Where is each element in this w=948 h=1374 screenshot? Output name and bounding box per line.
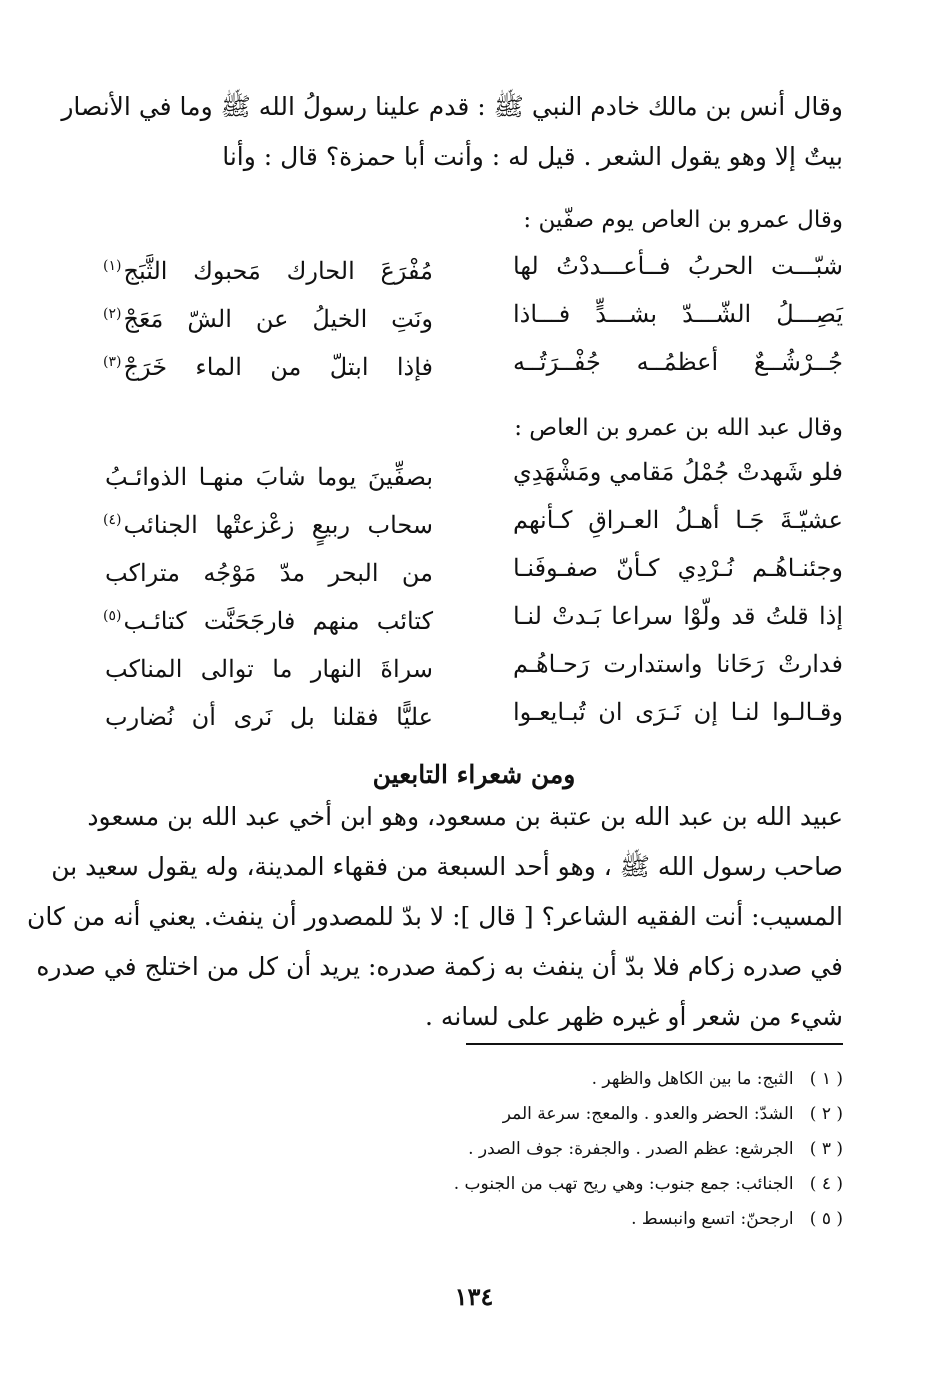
poem2-verse-6-first: وقـالـوا لنـا إن نَـرَى ان تُبـايعـوا — [513, 698, 843, 726]
footnote-item — [103, 1167, 843, 1202]
poem2-verses — [103, 448, 843, 736]
poem1-verse-2-first: يَصِـــلُ الشّـــدّ بشـــدٍّ فـــاذا — [513, 300, 843, 328]
poem2-verse-4-first: إذا قلتُ قد ولّوْا سراعا بَـدتْ لنـا — [513, 602, 843, 630]
footnote-item — [103, 1062, 843, 1097]
footnote-text: الجنائب: جمع جنوب: وهي ريح تهب من الجنوب . — [453, 1174, 794, 1194]
poem2-verse-5-second-text: سراةَ النهار ما توالى المناكب — [105, 655, 433, 683]
poem2-intro: وقال عبد الله بن عمرو بن العاص : — [514, 415, 843, 441]
footnote-item — [103, 1132, 843, 1167]
poem1-verse — [103, 290, 843, 338]
body-line-3: المسيب: أنت الفقيه الشاعر؟ [ قال ]: لا بدّ للمصدور أن ينفث. يعني أنه من كان — [26, 902, 843, 931]
opening-paragraph — [61, 82, 843, 182]
footnote-divider — [466, 1043, 843, 1045]
poem1-verse-3-second-text: فإذا ابتلّ من الماء خَرَجْ — [123, 353, 433, 381]
poem2-verse-3-first: وجئنـاهُـم نُـرْدِي كـأنّ صفـوفَنـا — [513, 554, 843, 582]
body-line-1: عبيد الله بن عبد الله بن عتبة بن مسعود، وهو ابن أخي عبد الله بن مسعود — [87, 802, 843, 831]
footnote-text: الجرشع: عظم الصدر . والجفرة: جوف الصدر . — [468, 1139, 794, 1159]
poem2-verse-2-second — [103, 496, 433, 544]
footnote-item — [103, 1097, 843, 1132]
poem1-verses — [103, 242, 843, 386]
poem2-verse — [103, 496, 843, 544]
poem2-verse — [103, 448, 843, 496]
poem1-verse — [103, 242, 843, 290]
poem2-verse — [103, 640, 843, 688]
footnote-number: ( ٤ ) — [809, 1174, 843, 1194]
footnote-text: الثبج: ما بين الكاهل والظهر . — [591, 1069, 794, 1089]
footnote-marker: (٢) — [103, 306, 122, 322]
poem1-intro: وقال عمرو بن العاص يوم صفّين : — [523, 207, 843, 233]
footnote-number: ( ٥ ) — [809, 1209, 843, 1229]
footnote-number: ( ٢ ) — [809, 1104, 843, 1124]
footnote-marker: (٥) — [103, 608, 122, 624]
poem1-verse — [103, 338, 843, 386]
poem2-verse — [103, 688, 843, 736]
poem1-verse-1-first: شبّـــت الحربُ فــأعـــددْتُ لها — [513, 252, 843, 280]
poem2-verse-6-second — [103, 688, 433, 736]
poem2-verse-5-first: فدارتْ رَحَانا واستدارت رَحـاهُـم — [513, 650, 843, 678]
poem2-verse-3-second-text: من البحر مدّ مَوْجُه متراكب — [105, 559, 433, 587]
poem1-verse-2-second-text: ونَتِ الخيلُ عن الشّ مَعَجْ — [123, 305, 433, 333]
body-line-4: في صدره زكام فلا بدّ أن ينفث به زكمة صدره: يريد أن كل من اختلج في صدره — [36, 952, 843, 981]
poem1-verse-3-first: جُــرْشُــعٌ أعظمُــه جُفْــرَتُــه — [513, 348, 843, 376]
poem2-verse — [103, 544, 843, 592]
footnote-number: ( ١ ) — [809, 1069, 843, 1089]
section-heading: ومن شعراء التابعين — [372, 760, 576, 789]
footnote-marker: (٣) — [103, 354, 122, 370]
body-line-2: صاحب رسول الله ﷺ ، وهو أحد السبعة من فقهاء المدينة، وله يقول سعيد بن — [51, 852, 843, 881]
poem2-verse-6-second-text: عليًّا فقلنا بل نَرى أن نُضارب — [105, 703, 433, 731]
poem2-verse-1-second — [103, 448, 433, 496]
poem2-verse-3-second — [103, 544, 433, 592]
poem1-verse-2-second — [103, 290, 433, 338]
poem2-verse-2-first: عشيّـةَ جَـا أهـلُ العـراقِ كـأنهم — [513, 506, 843, 534]
poem2-verse-5-second — [103, 640, 433, 688]
footnote-item — [103, 1202, 843, 1237]
poem1-verse-3-second — [103, 338, 433, 386]
opening-line-2: بيتٌ إلا وهو يقول الشعر . قيل له : وأنت أبا حمزة؟ قال : وأنا — [222, 142, 843, 171]
footnotes — [103, 1062, 843, 1237]
footnote-text: الشدّ: الحضر والعدو . والمعج: سرعة المر — [502, 1104, 794, 1124]
poem2-verse-4-second-text: كتائب منهم فارجَحَنَّت كتائـب — [123, 607, 433, 635]
page-number: ١٣٤ — [454, 1282, 494, 1311]
footnote-marker: (١) — [103, 258, 122, 274]
poem1-verse-1-second — [103, 242, 433, 290]
footnote-number: ( ٣ ) — [809, 1139, 843, 1159]
poem2-verse-1-second-text: بصفِّينَ يوما شابَ منهـا الذوائـبُ — [105, 463, 433, 491]
footnote-text: ارجحنّ: اتسع وانبسط . — [631, 1209, 794, 1229]
poem1-verse-1-second-text: مُفْرَعَ الحارك مَحبوك الثَّبَج — [123, 257, 433, 285]
poem2-verse-4-second — [103, 592, 433, 640]
body-line-5: شيء من شعر أو غيره ظهر على لسانه . — [425, 1002, 843, 1031]
poem2-verse-2-second-text: سحاب ربيعٍ زعْزعتْها الجنائب — [123, 511, 433, 539]
poem2-verse-1-first: فلو شَهدتْ جُمْلُ مَقامي ومَشْهَدِي — [513, 458, 843, 486]
poem2-verse — [103, 592, 843, 640]
opening-line-1: وقال أنس بن مالك خادم النبي ﷺ : قدم علينا رسولُ الله ﷺ وما في الأنصار — [61, 92, 843, 121]
body-paragraph — [26, 792, 843, 1042]
footnote-marker: (٤) — [103, 512, 122, 528]
